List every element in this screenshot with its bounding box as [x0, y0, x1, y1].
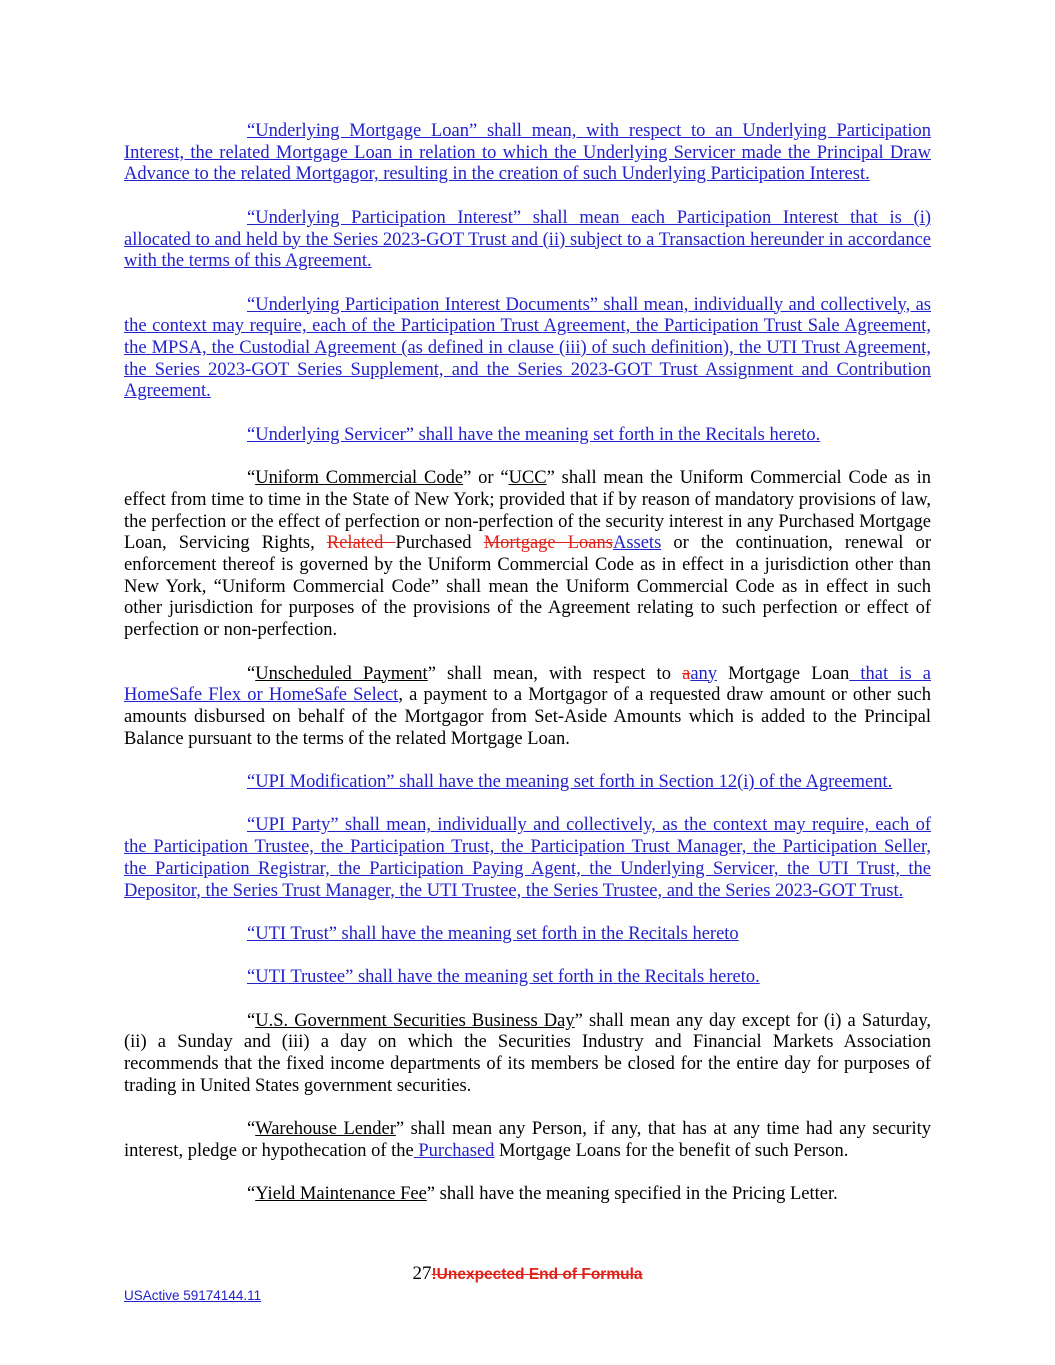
- inserted-text: “UPI Party” shall mean, individually and collectively, as the context may require, each of the Participation Trustee, the Participation Trust, the Participation Trust Manager, the Participation Seller, the Participation Registrar, the Participation Paying Agent, the Underlying Servicer, the UTI Trust, the Depositor, the Series Trust Manager, the UTI Trustee, the Series Trustee, and the Series 2023-GOT Trust.: [124, 815, 931, 901]
- text-run: Mortgage Loans for the benefit of such Person.: [494, 1140, 849, 1161]
- inserted-text: “UTI Trust” shall have the meaning set forth in the Recitals hereto: [247, 923, 739, 944]
- inserted-text: “Underlying Mortgage Loan” shall mean, with respect to an Underlying Participation Interest, the related Mortgage Loan in relation to which the Underlying Servicer made the Principal Draw Advance to the related Mortgagor, resulting in the creation of such Underlying Participation Interest.: [124, 121, 931, 185]
- text-run: or the continuation, renewal or enforcement thereof is governed by the Uniform Commercial Code as in effect in a jurisdiction other than New York, “Uniform Commercial Code” shall mean the Uniform Commercial Code as in effect in such other jurisdiction for purposes of the provisions of the Agreement relating to such perfection or effect of perfection or non-perfection.: [124, 533, 931, 641]
- text-run: ” shall mean any day except for (i) a Saturday, (ii) a Sunday and (iii) a day on which the Securities Industry and Financial Markets Association recommends that the fixed income departments of its members be closed for the entire day for purposes of trading in United States government securities.: [124, 1010, 932, 1096]
- defined-term: Yield Maintenance Fee: [255, 1184, 427, 1205]
- paragraph: [124, 967, 931, 989]
- text-run: “: [247, 1184, 256, 1205]
- defined-term: UCC: [508, 468, 547, 489]
- text-run: , a payment to a Mortgagor of a requested draw amount or other such amounts disbursed on behalf of the Mortgagor from Set-Aside Amounts which is added to the Principal Balance pursuant to the terms of the related Mortgage Loan.: [124, 685, 932, 749]
- text-run: ” shall mean, with respect to: [427, 663, 683, 684]
- document-id-stamp: USActive 59174144.11: [124, 1288, 262, 1303]
- formula-error-text: !Unexpected End of Formula: [431, 1266, 643, 1283]
- deleted-text: a: [682, 663, 691, 684]
- inserted-text: Assets: [612, 533, 662, 554]
- defined-term: U.S. Government Securities Business Day: [255, 1010, 575, 1031]
- text-run: ” or “: [463, 468, 509, 489]
- defined-term: Warehouse Lender: [255, 1119, 396, 1140]
- deleted-text: Mortgage Loans: [483, 533, 613, 554]
- text-run: ” shall mean the Uniform Commercial Code as in effect from time to time in the State of New York; provided that if by reason of mandatory provisions of law, the perfection or the effect of perfection or non-perfection of the security interest in any Purchased Mortgage Loan, Servicing Rights,: [124, 468, 931, 554]
- paragraph: [124, 121, 931, 186]
- text-run: “: [247, 468, 256, 489]
- page-footer: [0, 1263, 1055, 1285]
- deleted-text: Related: [326, 533, 396, 554]
- paragraph: [124, 1119, 931, 1162]
- defined-term: Unscheduled Payment: [255, 663, 428, 684]
- text-run: ” shall have the meaning specified in the Pricing Letter.: [426, 1184, 838, 1205]
- paragraph: [124, 1184, 931, 1206]
- paragraph: [124, 425, 931, 447]
- text-run: “: [247, 663, 256, 684]
- inserted-text: “Underlying Servicer” shall have the meaning set forth in the Recitals hereto.: [247, 424, 821, 445]
- text-run: “: [247, 1119, 256, 1140]
- defined-term: Uniform Commercial Code: [255, 468, 464, 489]
- inserted-text: “UTI Trustee” shall have the meaning set forth in the Recitals hereto.: [247, 967, 760, 988]
- document-body: [124, 121, 931, 1206]
- paragraph: [124, 664, 931, 751]
- paragraph: [124, 924, 931, 946]
- paragraph: [124, 295, 931, 404]
- paragraph: [124, 772, 931, 794]
- text-run: Mortgage Loan: [717, 663, 850, 684]
- paragraph: [124, 468, 931, 642]
- inserted-text: any: [690, 663, 718, 684]
- paragraph: [124, 815, 931, 902]
- text-run: ” shall mean any Person, if any, that has at any time had any security interest, pledge or hypothecation of the: [124, 1119, 931, 1161]
- paragraph: [124, 1011, 931, 1098]
- inserted-text: “UPI Modification” shall have the meaning set forth in Section 12(i) of the Agreement.: [247, 772, 893, 792]
- paragraph: [124, 208, 931, 273]
- page-number: 27: [412, 1263, 432, 1284]
- inserted-text: “Underlying Participation Interest” shall mean each Participation Interest that is (i) allocated to and held by the Series 2023-GOT Trust and (ii) subject to a Transaction hereunder in accordance with the terms of this Agreement.: [124, 207, 931, 272]
- inserted-text: “Underlying Participation Interest Documents” shall mean, individually and collectively, as the context may require, each of the Participation Trust Agreement, the Participation Trust Sale Agreement, the MPSA, the Custodial Agreement (as defined in clause (iii) of such definition), the UTI Trust Agreement, the Series 2023-GOT Series Supplement, and the Series 2023-GOT Trust Assignment and Contribution Agreement.: [124, 294, 931, 402]
- inserted-text: that is a HomeSafe Flex or HomeSafe Select: [124, 663, 931, 706]
- text-run: “: [247, 1010, 256, 1031]
- inserted-text: Purchased: [413, 1140, 495, 1161]
- text-run: Purchased: [395, 533, 484, 554]
